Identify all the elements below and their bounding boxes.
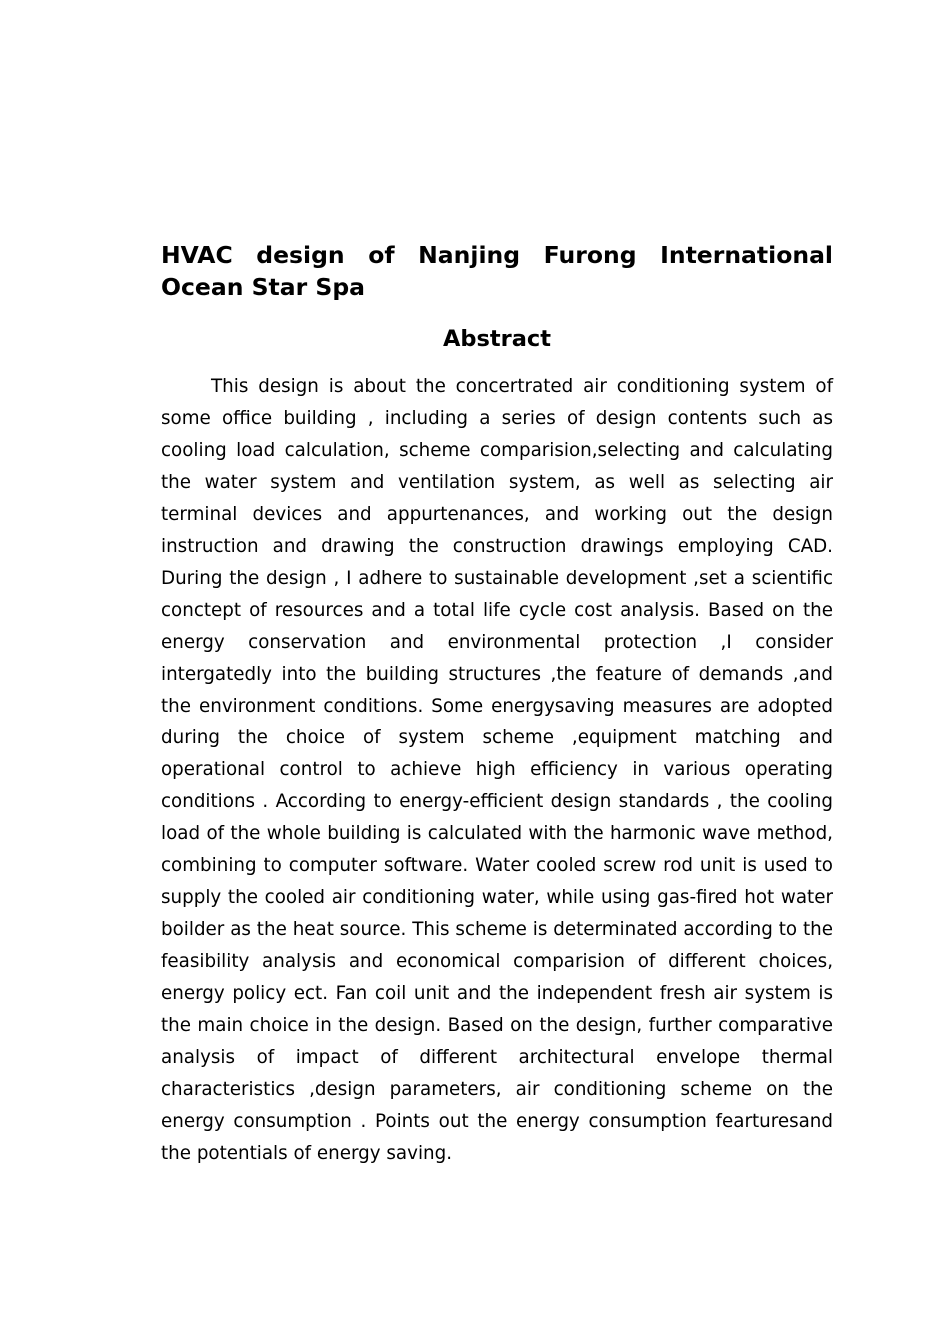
abstract-paragraph: This design is about the concertrated air conditioning system of some office building , including a series of design contents such as cooling load calculation, scheme comparision,selecting and calculating the water system and ventilation system, as well as selecting air terminal devices and appurtenances, and working out the design instruction and drawing the construction drawings employing CAD. During the design , I adhere to sustainable development ,set a scientific conctept of resources and a total life cycle cost analysis. Based on the energy conservation and environmental protection ,I consider intergatedly into the building structures ,the feature of demands ,and the environment conditions. Some energysaving measures are adopted during the choice of system scheme ,equipment matching and operational control to achieve high efficiency in various operating conditions . According to energy-efficient design standards , the cooling load of the whole building is calculated with the harmonic wave method, combining to computer software. Water cooled screw rod unit is used to supply the cooled air conditioning water, while using gas-fired hot water boilder as the heat source. This scheme is determinated according to the feasibility analysis and economical comparision of different choices, energy policy ect. Fan coil unit and the independent fresh air system is the main choice in the design. Based on the design, further comparative analysis of impact of different architectural envelope thermal characteristics ,design parameters, air conditioning scheme on the energy consumption . Points out the energy consumption fearturesand the potentials of energy saving.	[161, 376, 833, 1164]
page-content	[161, 239, 833, 1170]
abstract-heading: Abstract	[442, 326, 552, 352]
document-title: HVAC design of Nanjing Furong International Ocean Star Spa	[161, 241, 833, 301]
